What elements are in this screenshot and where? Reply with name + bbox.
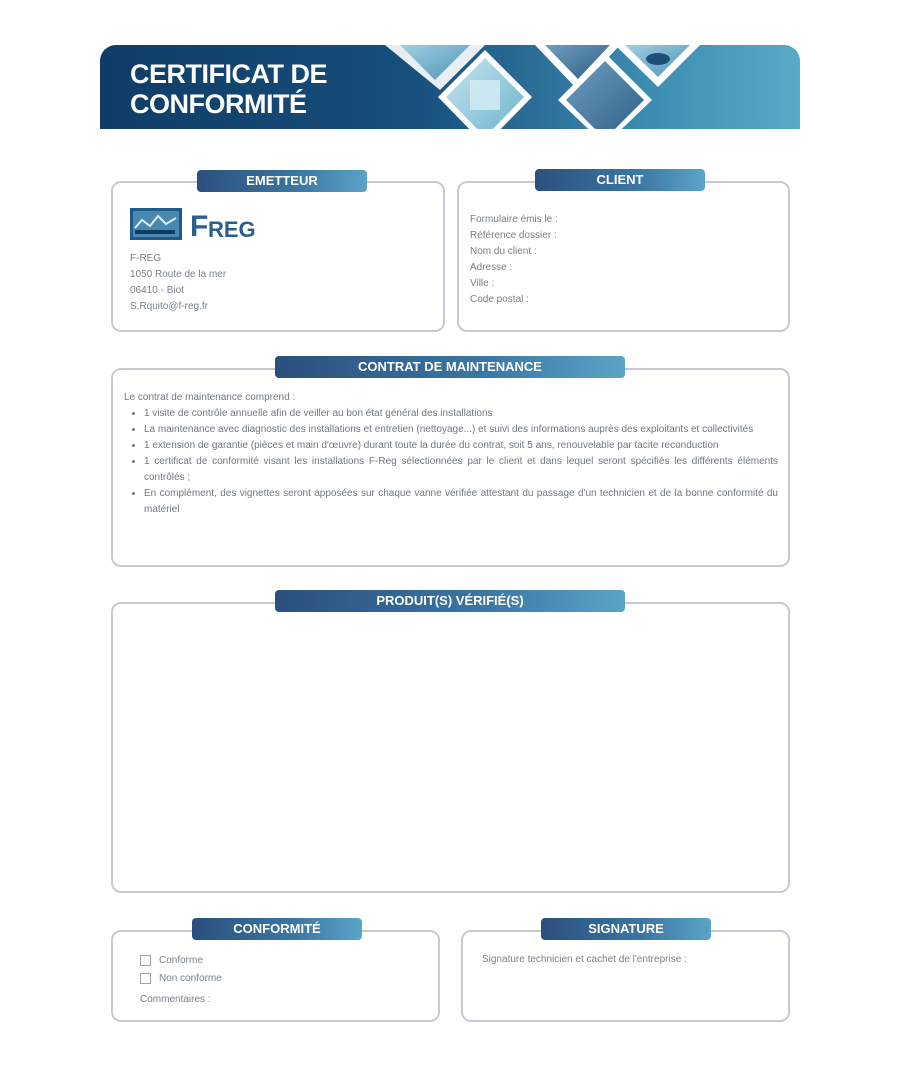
document-title [130,59,327,119]
produits-section[interactable] [111,602,790,893]
client-field-date[interactable]: Formulaire émis le : [470,214,558,225]
emetteur-city: 06410 - Biot [130,285,184,296]
emetteur-address [130,251,226,315]
header-bottom-stripe [100,129,800,137]
produits-tag: PRODUIT(S) VÉRIFIÉ(S) [275,590,625,612]
contrat-item: • 1 extension de garantie (pièces et main d'œuvre) durant toute la durée du contrat, soit 5 ans, renouvelable par tacite reconduction [144,438,778,454]
contrat-intro: Le contrat de maintenance comprend : [124,392,296,403]
comments-label[interactable]: Commentaires : [140,994,211,1005]
svg-text:REG: REG [208,217,256,242]
conformite-options [140,952,222,1008]
contrat-tag: CONTRAT DE MAINTENANCE [275,356,625,378]
client-field-postcode[interactable]: Code postal : [470,294,529,305]
signature-section[interactable] [461,930,790,1022]
logo-wordmark: F [190,210,209,242]
title-line-1: CERTIFICAT DE [130,59,327,89]
signature-tag: SIGNATURE [541,918,711,940]
contrat-item: • 1 visite de contrôle annuelle afin de veiller au bon état général des installations [144,406,778,422]
contrat-item: • La maintenance avec diagnostic des installations et entretien (nettoyage...) et suivi des informations auprès des exploitants et collectivités [144,422,778,438]
non-conforme-checkbox[interactable] [140,973,151,984]
contrat-list [124,406,778,518]
option-non-conforme[interactable] [140,970,222,986]
client-field-name[interactable]: Nom du client : [470,246,537,257]
client-field-address[interactable]: Adresse : [470,262,513,273]
client-field-reference[interactable]: Référence dossier : [470,230,557,241]
contrat-body [124,390,778,518]
conforme-checkbox[interactable] [140,955,151,966]
document-header [100,45,800,137]
client-tag: CLIENT [535,169,705,191]
conformite-tag: CONFORMITÉ [192,918,362,940]
signature-label: Signature technicien et cachet de l'entreprise : [482,954,687,965]
conforme-label: Conforme [159,954,203,966]
emetteur-street: 1050 Route de la mer [130,269,227,280]
freg-logo [130,206,270,242]
emetteur-company: F-REG [130,253,162,264]
client-fields [470,212,558,308]
emetteur-email[interactable]: S.Rquito@f-reg.fr [130,301,208,312]
non-conforme-label: Non conforme [159,972,222,984]
contrat-item: • 1 certificat de conformité visant les installations F-Reg sélectionnées par le client et dans lequel seront spécifiés les différents éléments contrôlés ; [144,454,778,486]
contrat-item: • En complément, des vignettes seront apposées sur chaque vanne vérifiée attestant du passage d'un technicien et de la bonne conformité du matériel [144,486,778,518]
client-field-city[interactable]: Ville : [470,278,495,289]
option-conforme[interactable] [140,952,222,968]
title-line-2: CONFORMITÉ [130,89,307,119]
emetteur-tag: EMETTEUR [197,170,367,192]
